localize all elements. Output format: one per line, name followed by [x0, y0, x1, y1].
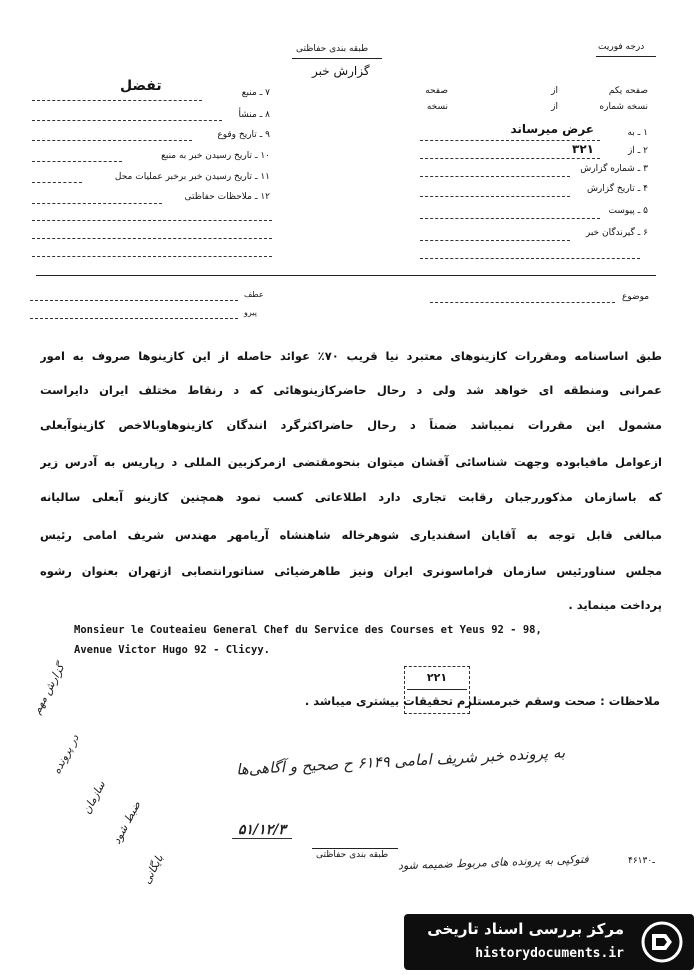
file-label: عطف: [244, 290, 264, 299]
margin-note: سازمان: [80, 778, 109, 817]
left-field-label: ۷ ـ منبع: [241, 88, 270, 98]
right-item-value: عرض میرساند: [510, 122, 594, 136]
urgency-label: درجه فوریت: [598, 42, 645, 52]
handwritten-note-bottom: فتوکپی به پرونده های مربوط ضمیمه شود: [397, 852, 589, 873]
right-item-label: ۵ ـ پیوست: [608, 206, 648, 216]
handwritten-note-main: به پرونده خبر شریف امامی ۶۱۴۹ ح صحیح و آگاهی‌ها: [235, 743, 566, 779]
body-line-7: مجلس سناورئیس سازمان فراماسونری ایران ونیز طاهرضیائی سناتورانتصابی ازتهران بعنوان رشوه: [40, 564, 662, 578]
margin-note: بایگانی: [140, 852, 167, 887]
left-field-label: ۱۰ ـ تاریخ رسیدن خبر به منبع: [161, 151, 270, 161]
left-field-label: ۸ ـ منشأ: [238, 110, 270, 120]
body-line-8: پرداخت مینماید .: [568, 598, 662, 612]
header-underline: [292, 58, 382, 59]
stamp-divider: [407, 689, 467, 690]
body-line-5: که باسازمان مذکوررجبان رقابت تجاری دارد اطلاعاتی کسب نمود همچنین کازینو آبعلی سالیانه: [40, 490, 662, 504]
right-item-rule: [420, 140, 600, 141]
right-item-rule: [420, 240, 570, 241]
watermark-logo-icon: [640, 920, 684, 964]
left-field-label: ۹ ـ تاریخ وقوع: [217, 130, 270, 140]
copy-end: نسخه: [426, 102, 448, 112]
left-field-rule: [32, 100, 202, 101]
left-field-rule: [32, 140, 192, 141]
section-divider: [36, 275, 656, 276]
left-field-rule: [32, 161, 122, 162]
left-field-source: [30, 78, 270, 100]
right-item-label: ۳ ـ شماره گزارش: [580, 164, 648, 174]
margin-note: گزارش مهم: [30, 661, 68, 717]
page-label: صفحه یکم: [608, 86, 648, 96]
left-field-rule: [32, 203, 162, 204]
margin-note: ضبط شود: [110, 799, 144, 847]
follow-rule: [30, 318, 238, 319]
right-item-rule: [420, 158, 600, 159]
right-item-label: ۴ ـ تاریخ گزارش: [586, 184, 648, 194]
right-item-rule: [420, 218, 600, 219]
body-line-3: مشمول این مقررات نمیباشد ضمناً د رحال حاضراکثرگرد انندگان کازینوهاوبالاخص کازینوآبعلی: [40, 418, 662, 432]
subject-label: موضوع: [622, 292, 650, 302]
right-item-2: [420, 142, 648, 162]
remarks-line: ملاحظات : صحت وسقم خبرمستلزم تحقیقات بیشتری میباشد .: [304, 694, 660, 708]
handwritten-margin: [20, 661, 200, 890]
classification-top: طبقه بندی حفاظتی: [296, 44, 369, 54]
right-item-label: ۲ ـ از: [627, 146, 648, 156]
subject-rule: [430, 302, 615, 303]
right-item-label: ۱ ـ به: [627, 128, 648, 138]
body-line-6: مبالغی قابل توجه به آقایان اسفندیاری شوهرخاله شاهنشاه آریامهر مهندس شریف امامی رئیس: [40, 528, 662, 542]
copy-mid: از: [551, 102, 558, 112]
page-mid: از: [551, 86, 558, 96]
file-rule: [30, 300, 238, 301]
stamp-number: ۲۲۱: [426, 671, 448, 684]
left-field-value: تفضل: [120, 78, 162, 94]
left-extra-rule: [32, 256, 272, 257]
left-extra-rule: [32, 220, 272, 221]
right-item-rule: [420, 176, 570, 177]
right-item-value: ۳۲۱: [572, 142, 594, 156]
address-line-1: Monsieur le Couteaieu General Chef du Service des Courses et Yeus 92 - 98,: [74, 624, 542, 636]
left-extra-rule: [32, 238, 272, 239]
left-field-label: ۱۱ ـ تاریخ رسیدن خبر برخبر عملیات محل: [114, 172, 270, 182]
margin-note: در پرونده: [50, 732, 82, 777]
classification-bottom: طبقه بندی حفاظتی: [316, 850, 389, 860]
right-item-1: [420, 124, 648, 144]
body-line-2: عمرانی ومنطقه ای خواهد شد ولی د رحال حاضرکازینوهائی که د رنقاط مختلف ایران دایراست: [40, 383, 662, 397]
page-end: صفحه: [425, 86, 448, 96]
left-field-rule: [32, 182, 82, 183]
watermark-fa: مرکز بررسی اسناد تاریخی: [427, 920, 624, 938]
urgency-underline: [596, 56, 656, 57]
right-item-label: ۶ ـ گیرندگان خبر: [585, 228, 648, 238]
right-extra-rule: [420, 258, 640, 259]
body-line-1: طبق اساسنامه ومقررات کازینوهای معتبرد نیا قریب ۷۰٪ عوائد حاصله از این کازینوها صروف به امور: [40, 349, 662, 363]
address-line-2: Avenue Victor Hugo 92 - Clicyy.: [74, 644, 270, 656]
left-field-rule: [32, 120, 222, 121]
right-item-rule: [420, 196, 570, 197]
left-field-label: ۱۲ ـ ملاحظات حفاظتی: [184, 192, 270, 202]
footer-overline: [312, 848, 398, 849]
watermark-en: historydocuments.ir: [475, 946, 624, 961]
body-line-4: ازعوامل مافیابوده وجهت شناسائی آقشان میتوان بنحومقتضی ازمرکزبین المللی د رپاریس به آدرس زیر: [40, 455, 662, 469]
handwritten-date: ۵۱/۱۲/۳: [232, 822, 292, 839]
footer-code: ۴۶ـ۱۳۰: [628, 856, 655, 866]
copy-label: نسخه شماره: [599, 102, 648, 112]
watermark-banner: [404, 914, 694, 970]
report-title: گزارش خبر: [312, 64, 370, 78]
follow-label: پیرو: [244, 308, 257, 317]
